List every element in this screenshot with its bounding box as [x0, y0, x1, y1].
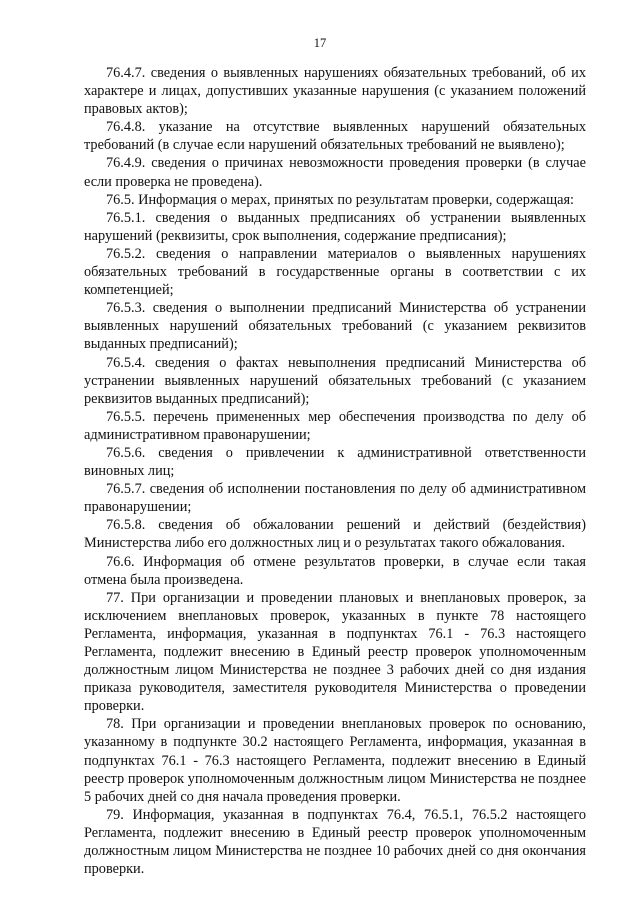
paragraph-76-4-9: 76.4.9. сведения о причинах невозможности проведения проверки (в случае если проверка не проведена). — [84, 155, 586, 190]
paragraph-76-5-5: 76.5.5. перечень примененных мер обеспечения производства по делу об административном правонарушении; — [84, 408, 586, 443]
paragraph-76-4-8: 76.4.8. указание на отсутствие выявленных нарушений обязательных требований (в случае если нарушений обязательных требований не выявлено); — [84, 119, 586, 154]
paragraph-76-5-2: 76.5.2. сведения о направлении материалов о выявленных нарушениях обязательных требований в государственные органы в соответствии с их компетенцией; — [84, 245, 586, 299]
paragraph-76-5-7: 76.5.7. сведения об исполнении постановления по делу об административном правонарушении; — [84, 481, 586, 516]
paragraph-76-5-6: 76.5.6. сведения о привлечении к административной ответственности виновных лиц; — [84, 444, 586, 480]
paragraph-76-5-8: 76.5.8. сведения об обжаловании решений и действий (бездействия) Министерства либо его должностных лиц и о результатах такого обжалования. — [84, 517, 586, 552]
paragraph-76-5-4: 76.5.4. сведения о фактах невыполнения предписаний Министерства об устранении выявленных нарушений обязательных требований (с указанием реквизитов выданных предписаний); — [84, 354, 586, 407]
paragraph-77: 77. При организации и проведении плановых и внеплановых проверок, за исключением внеплановых проверок, указанных в пункте 78 настоящего Регламента, информация, указанная в подпунктах 76.1 - 76.3 настоящего Регламента, подлежит внесению в Единый реестр проверок уполномоченным должностным лицом Министерства не позднее 3 рабочих дней со дня издания приказа руководителя, заместителя руководителя Министерства о проведении проверки. — [84, 589, 586, 715]
paragraph-79: 79. Информация, указанная в подпунктах 76.4, 76.5.1, 76.5.2 настоящего Регламента, подлежит внесению в Единый реестр проверок уполномоченным должностным лицом Министерства не позднее 10 рабочих дней со дня окончания проверки. — [84, 806, 586, 878]
document-body — [84, 64, 586, 878]
paragraph-76-5-1: 76.5.1. сведения о выданных предписаниях об устранении выявленных нарушений (реквизиты, срок выполнения, содержание предписания); — [84, 209, 586, 244]
paragraph-78: 78. При организации и проведении внеплановых проверок по основанию, указанному в подпункте 30.2 настоящего Регламента, информация, указанная в подпунктах 76.1 - 76.3 настоящего Регламента, подлежит внесению в Единый реестр проверок уполномоченным должностным лицом Министерства не позднее 5 рабочих дней со дня начала проведения проверки. — [84, 716, 586, 805]
page-number: 17 — [313, 36, 327, 50]
paragraph-76-5: 76.5. Информация о мерах, принятых по результатам проверки, содержащая: — [106, 191, 575, 208]
paragraph-76-6: 76.6. Информация об отмене результатов проверки, в случае если такая отмена была произведена. — [84, 553, 586, 588]
paragraph-76-5-3: 76.5.3. сведения о выполнении предписаний Министерства об устранении выявленных нарушений обязательных требований (с указанием реквизитов выданных предписаний); — [84, 300, 586, 353]
paragraph-76-4-7: 76.4.7. сведения о выявленных нарушениях обязательных требований, об их характере и лицах, допустивших указанные нарушения (с указанием положений правовых актов); — [84, 65, 586, 118]
